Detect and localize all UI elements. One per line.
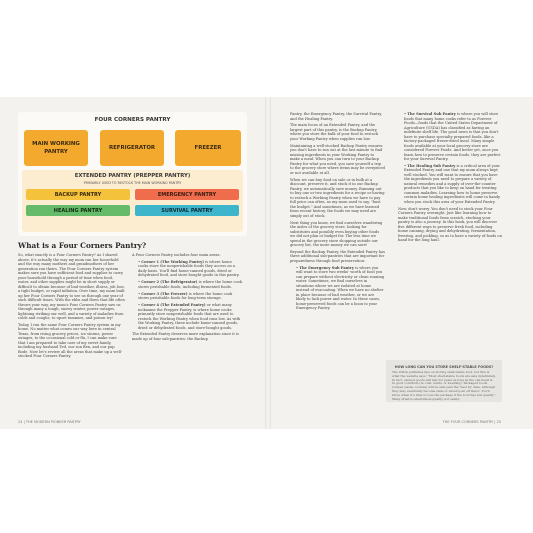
healing-pantry-pill: HEALING PANTRY — [26, 205, 130, 216]
backup-pantry-pill: BACKUP PANTRY — [26, 189, 130, 200]
book-spine — [265, 97, 271, 429]
paragraph: Today, I run the same Four Corners Pantry system in my home. No matter what comes our way here in central Texas, from rising grocery prices, ice storms, power outages, to the occasional cold or flu, I can make sure that I am prepared to take care of my sweet family, including my husband Ted, our son Ben, and our pup Bode. Now let's review all the areas that make up a well-stocked Four Corners Pantry. — [18, 322, 123, 359]
left-column-2 — [132, 253, 243, 344]
paragraph: The main focus of an Extended Pantry, and the largest part of this pantry, is the Backup Pantry, where you store the bulk of your food to restock your Working Pantry when supplies run low. — [290, 123, 379, 141]
callout-body: The USDA publishes tips on storing shelf-stable food, but this is what the website says: "Most shelf-stable foods are safe indefinitely. In fact, canned goods will last for years as long as the can itself is in good condition (no rust, dents, or swelling). Packaged foods (cereal, pasta, cookies) will be safe past the 'best by' date, although they may eventually become stale or develop an off flavor. You'll know when it's time to toss the package if the food has lost quality." Many dried-to-shelf-life-in-quality, not safety. — [392, 370, 496, 401]
callout-title: HOW LONG CAN YOU STORE SHELF-STABLE FOODS? — [394, 365, 494, 369]
right-column-1 — [290, 112, 385, 313]
shelf-stable-callout — [386, 360, 502, 402]
left-page-footer: 24 | THE MODERN PIONEER PANTRY — [18, 420, 81, 424]
paragraph: A Four Corners Pantry includes four main areas: — [132, 253, 221, 257]
healing-sub-pantry: • The Healing Sub Pantry is a critical area of your Extended Pantry and one that my mom always kept well stocked. You will want to ensure that you have the ingredients you need to prepare a variety of natural remedies and a supply of over-the-counter products that you like to keep on hand for treating common maladies. Learning how to home preserve certain home healing ingredients will come in handy when you stock this area of your Extended Pantry. — [404, 163, 501, 204]
survival-pantry-pill: SURVIVAL PANTRY — [135, 205, 239, 216]
corner-item: • Corner 1 (The Working Pantry) is where home cooks store the nonperishable foods they access on a daily basis. You'll find home-canned goods, dried or dehydrated food, and store bought goods in this pantry. — [138, 259, 240, 278]
extended-pantry-subtitle: PRIMARILY USED TO RESTOCK THE MAIN WORKING PANTRY — [83, 181, 182, 185]
extended-pantry-band — [22, 170, 243, 232]
emergency-pantry-pill: EMERGENCY PANTRY — [135, 189, 239, 200]
paragraph: Now, don't worry. You don't need to stock your Four Corners Pantry overnight. Just like learning how to make traditional foods from scratch, stocking your pantry is also a journey. In this book, you will discover five different ways to preserve fresh food, including home canning, drying and dehydrating, fermentation, freezing, and pickling, so as to have a variety of foods on hand for the long haul. — [398, 206, 502, 243]
paragraph: Maintaining a well-stocked Backup Pantry ensures you don't have to run out at the last minute to find missing ingredients in your Working Pantry to make a meal. When you can turn to your Backup Pantry for what you need, you save yourself a trip to the grocery store where items may be overpriced or not available at all. — [290, 143, 385, 175]
paragraph: Pantry, the Emergency Pantry, the Survival Pantry, and the Healing Pantry. — [290, 112, 382, 121]
right-page-footer: THE FOUR CORNERS PANTRY | 25 — [442, 420, 501, 424]
section-heading: What is a Four Corners Pantry? — [18, 241, 147, 250]
extended-pantry-title: EXTENDED PANTRY (PREPPER PANTRY) — [74, 173, 191, 179]
paragraph: The Extended Pantry deserves more explanation since it is made up of four sub-pantries: the Backup — [132, 332, 239, 341]
paragraph: So, what exactly is a Four Corners Pantry? As I shared above, it's actually the way my mom ran her household and the way many mothers and grandmothers of her generation ran theirs. The Four Corners Pantry system makes sure you have sufficient food and supplies to carry your household through a period of time when food, water, and other supplies might be in short supply or difficult to obtain because of bad weather, illness, job loss, a tight budget, or rapid inflation. Over time, my mom built up her Four Corners Pantry to see us through one year of such difficult times. With the ebbs and flows that life often throws your way, my mom's Four Corners Pantry saw us through many a tough, snowy winter, power outages, lightning striking our well, and a variety of maladies from colds and coughs, to upset tummies, and poison ivy! — [18, 253, 125, 320]
paragraph: Next thing you know, we find ourselves wandering the aisles of the grocery store, looking for substitutes and possibly even buying other foods we did not plan or budget for. The less time we spend in the grocery store shopping outside our grocery list, the more money we can save! — [290, 220, 383, 248]
four-corners-diagram — [18, 112, 247, 236]
refrigerator-box: REFRIGERATOR — [100, 130, 164, 166]
corner-item: • Corner 2 (The Refrigerator) is where the home cook stores perishable foods, including fermented foods. — [138, 280, 242, 289]
right-column-2 — [398, 112, 502, 245]
corner-item: • Corner 4 (The Extended Pantry) or what many nickname the Prepper Pantry, is where home cooks primarily store nonperishable foods that are used to restock the Working Pantry when food runs low. As with the Working Pantry, these include home-canned goods, dried or dehydrated foods, and store-bought goods. — [138, 303, 241, 330]
corner-item: • Corner 3 (The Freezer) is where the home cook stores perishable foods for long-term storage. — [138, 291, 233, 301]
survival-sub-pantry: • The Survival Sub Pantry is where you will store foods that many home cooks refer to as Forever Foods—foods that the United States Department of Agriculture (USDA) has classified as having an indefinite shelf life. The good news is that you don't have to purchase specialty prepared foods, like a factory-packaged freeze-dried meal. Many simple foods available at your local grocery store are considered Forever Foods. And better yet, once you learn how to preserve certain foods, they are perfect for your Survival Pantry. — [404, 112, 501, 161]
paragraph: Beyond the Backup Pantry, the Extended Pantry has three additional sub-pantries that are important for preparedness through food preservation: — [290, 249, 385, 263]
diagram-title: FOUR CORNERS PANTRY — [94, 117, 171, 123]
freezer-box: FREEZER — [175, 130, 241, 166]
main-working-pantry-box: MAIN WORKING PANTRY — [24, 130, 88, 166]
emergency-sub-pantry: • The Emergency Sub Pantry is where you will want to store two weeks' worth of food you can prepare without electricity or clean running water. Sometimes, we find ourselves in situations where we are isolated at home instead of evacuating. When we have no shelter in place because of bad weather, or we are likely to lack power and water. In these cases, home-preserved foods can be a boon to your Emergency Pantry. — [296, 265, 385, 311]
paragraph: When we can buy food on sale or in bulk at a discount, preserve it, and stock it in our Backup Pantry, we automatically save money. Running out to buy one or two ingredients for a recipe or having to restock a Working Pantry when we have to pay full price can often, as my mom used to say, "bust the budget." And sometimes, as we have learned from recent history, the foods we may need are simply out of stock. — [290, 177, 385, 218]
left-column-1 — [18, 253, 125, 361]
